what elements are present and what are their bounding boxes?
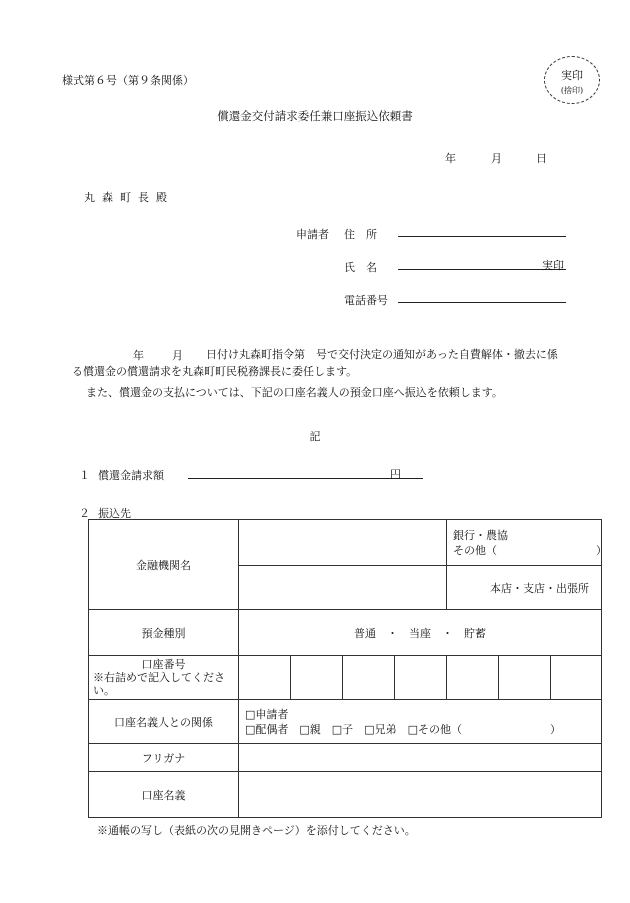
address-field[interactable] — [398, 222, 566, 237]
name-label: 氏 名 — [344, 261, 377, 274]
form-number: 様式第６号（第９条関係） — [62, 74, 194, 87]
bank-type-line2: その他（ ） — [453, 543, 607, 557]
claim-amount-field[interactable] — [188, 464, 423, 479]
account-number-label: 口座番号 — [141, 658, 186, 671]
phone-label: 電話番号 — [344, 294, 388, 307]
date-year-label: 年 — [445, 152, 456, 165]
account-digit-4[interactable] — [395, 656, 447, 700]
account-digit-3[interactable] — [343, 656, 395, 700]
stamp-label: 実印 — [561, 69, 583, 82]
bank-transfer-table — [88, 519, 607, 818]
branch-name-field[interactable] — [239, 566, 447, 610]
para-year-label: 年 — [133, 349, 144, 362]
delegation-paragraph: 日付け丸森町指令第 号で交付決定の通知があった自費解体・撤去に係る償還金の償還請求を丸森町町民税務課長に委任します。 — [72, 348, 558, 378]
item1-number: １ — [79, 469, 90, 482]
institution-name-field[interactable] — [239, 520, 447, 566]
relation-option-applicant[interactable]: □申請者 — [245, 707, 289, 721]
furigana-field[interactable] — [239, 744, 602, 772]
relation-options-other[interactable]: □配偶者 □親 □子 □兄弟 □その他（ ） — [245, 722, 561, 736]
branch-type: 本店・支店・出張所 — [447, 566, 602, 610]
institution-label: 金融機関名 — [89, 520, 239, 610]
deposit-type-options[interactable]: 普通 ・ 当座 ・ 貯蓄 — [239, 610, 602, 656]
phone-field[interactable] — [398, 288, 566, 303]
date-day-label: 日 — [536, 152, 547, 165]
account-holder-field[interactable] — [239, 772, 602, 818]
furigana-label: フリガナ — [89, 744, 239, 772]
relation-label: 口座名義人との関係 — [89, 700, 239, 744]
notes-heading: 記 — [309, 430, 321, 443]
yen-unit: 円 — [390, 468, 401, 481]
deposit-type-label: 預金種別 — [89, 610, 239, 656]
account-digit-1[interactable] — [239, 656, 291, 700]
passbook-copy-note: ※通帳の写し（表紙の次の見開きページ）を添付してください。 — [97, 824, 416, 837]
account-number-label-cell — [89, 656, 239, 700]
stamp-sublabel: (捨印) — [560, 86, 584, 95]
account-digit-2[interactable] — [291, 656, 343, 700]
name-field[interactable] — [398, 255, 566, 270]
transfer-paragraph: また、償還金の支払については、下記の口座名義人の預金口座へ振込を依頼します。 — [86, 386, 503, 399]
document-title: 償還金交付請求委任兼口座振込依頼書 — [217, 109, 413, 123]
address-label: 住 所 — [344, 228, 377, 241]
bank-type-cell — [447, 520, 607, 566]
account-digit-7[interactable] — [551, 656, 602, 700]
account-digit-6[interactable] — [499, 656, 551, 700]
relation-options-cell — [239, 700, 602, 744]
applicant-label: 申請者 — [296, 228, 329, 241]
item2-number: ２ — [79, 507, 90, 520]
account-number-note: ※右詰めで記入してください。 — [93, 671, 225, 697]
item1-label: 償還金請求額 — [98, 469, 164, 482]
para-month-label: 月 — [172, 349, 183, 362]
item2-label: 振込先 — [98, 507, 131, 520]
seal-mark-label: 実印 — [542, 259, 564, 272]
bank-type-line1: 銀行・農協 — [453, 528, 508, 542]
account-digit-5[interactable] — [447, 656, 499, 700]
account-holder-label: 口座名義 — [89, 772, 239, 818]
seal-stamp-mark — [544, 56, 600, 104]
date-month-label: 月 — [491, 152, 502, 165]
addressee: 丸森町長殿 — [84, 191, 174, 204]
